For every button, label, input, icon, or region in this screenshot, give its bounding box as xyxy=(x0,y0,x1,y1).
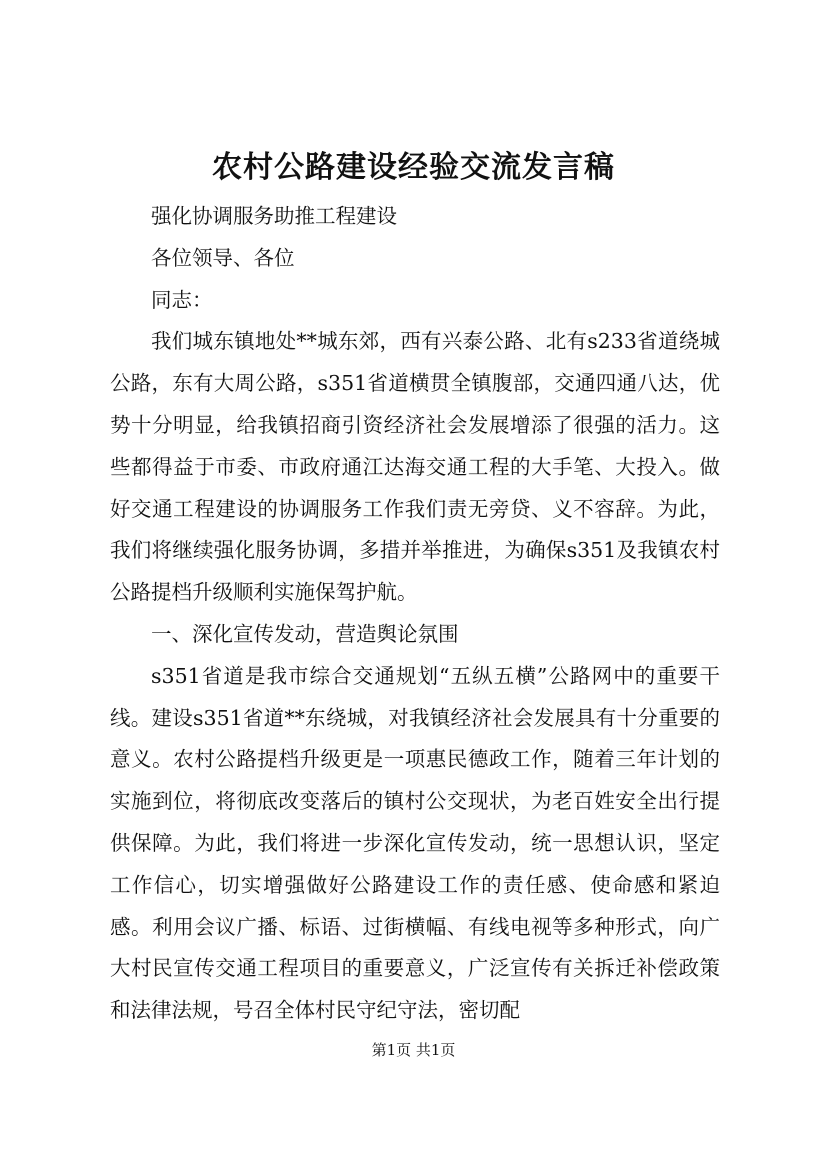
salutation-line-2: 同志： xyxy=(151,287,213,312)
page-footer: 第1页 共1页 xyxy=(371,1041,456,1059)
paragraph-intro: 我们城东镇地处**城东郊，西有兴泰公路、北有s233省道绕城公路，东有大周公路，s351省道横贯全镇腹部，交通四通八达，优势十分明显，给我镇招商引资经济社会发展增添了很强的活力。这些都得益于市委、市政府通江达海交通工程的大手笔、大投入。做好交通工程建设的协调服务工作我们责无旁贷、义不容辞。为此，我们将继续强化服务协调，多措并举推进，为确保s351及我镇农村公路提档升级顺利实施保驾护航。 xyxy=(110,329,720,605)
subtitle: 强化协调服务助推工程建设 xyxy=(151,204,397,228)
paragraph-section-1: s351省道是我市综合交通规划“五纵五横”公路网中的重要干线。建设s351省道**东绕城，对我镇经济社会发展具有十分重要的意义。农村公路提档升级更是一项惠民德政工作，随着三年计划的实施到位，将彻底改变落后的镇村公交现状，为老百姓安全出行提供保障。为此，我们将进一步深化宣传发动，统一思想认识，坚定工作信心，切实增强做好公路建设工作的责任感、使命感和紧迫感。利用会议广播、标语、过街横幅、有线电视等多种形式，向广大村民宣传交通工程项目的重要意义，广泛宣传有关拆迁补偿政策和法律法规，号召全体村民守纪守法，密切配 xyxy=(110,663,720,1023)
document-body xyxy=(110,196,720,1032)
document-title: 农村公路建设经验交流发言稿 xyxy=(212,150,615,185)
salutation-line-1: 各位领导、各位 xyxy=(151,245,295,270)
section-heading-1: 一、深化宣传发动，营造舆论氛围 xyxy=(151,621,459,646)
